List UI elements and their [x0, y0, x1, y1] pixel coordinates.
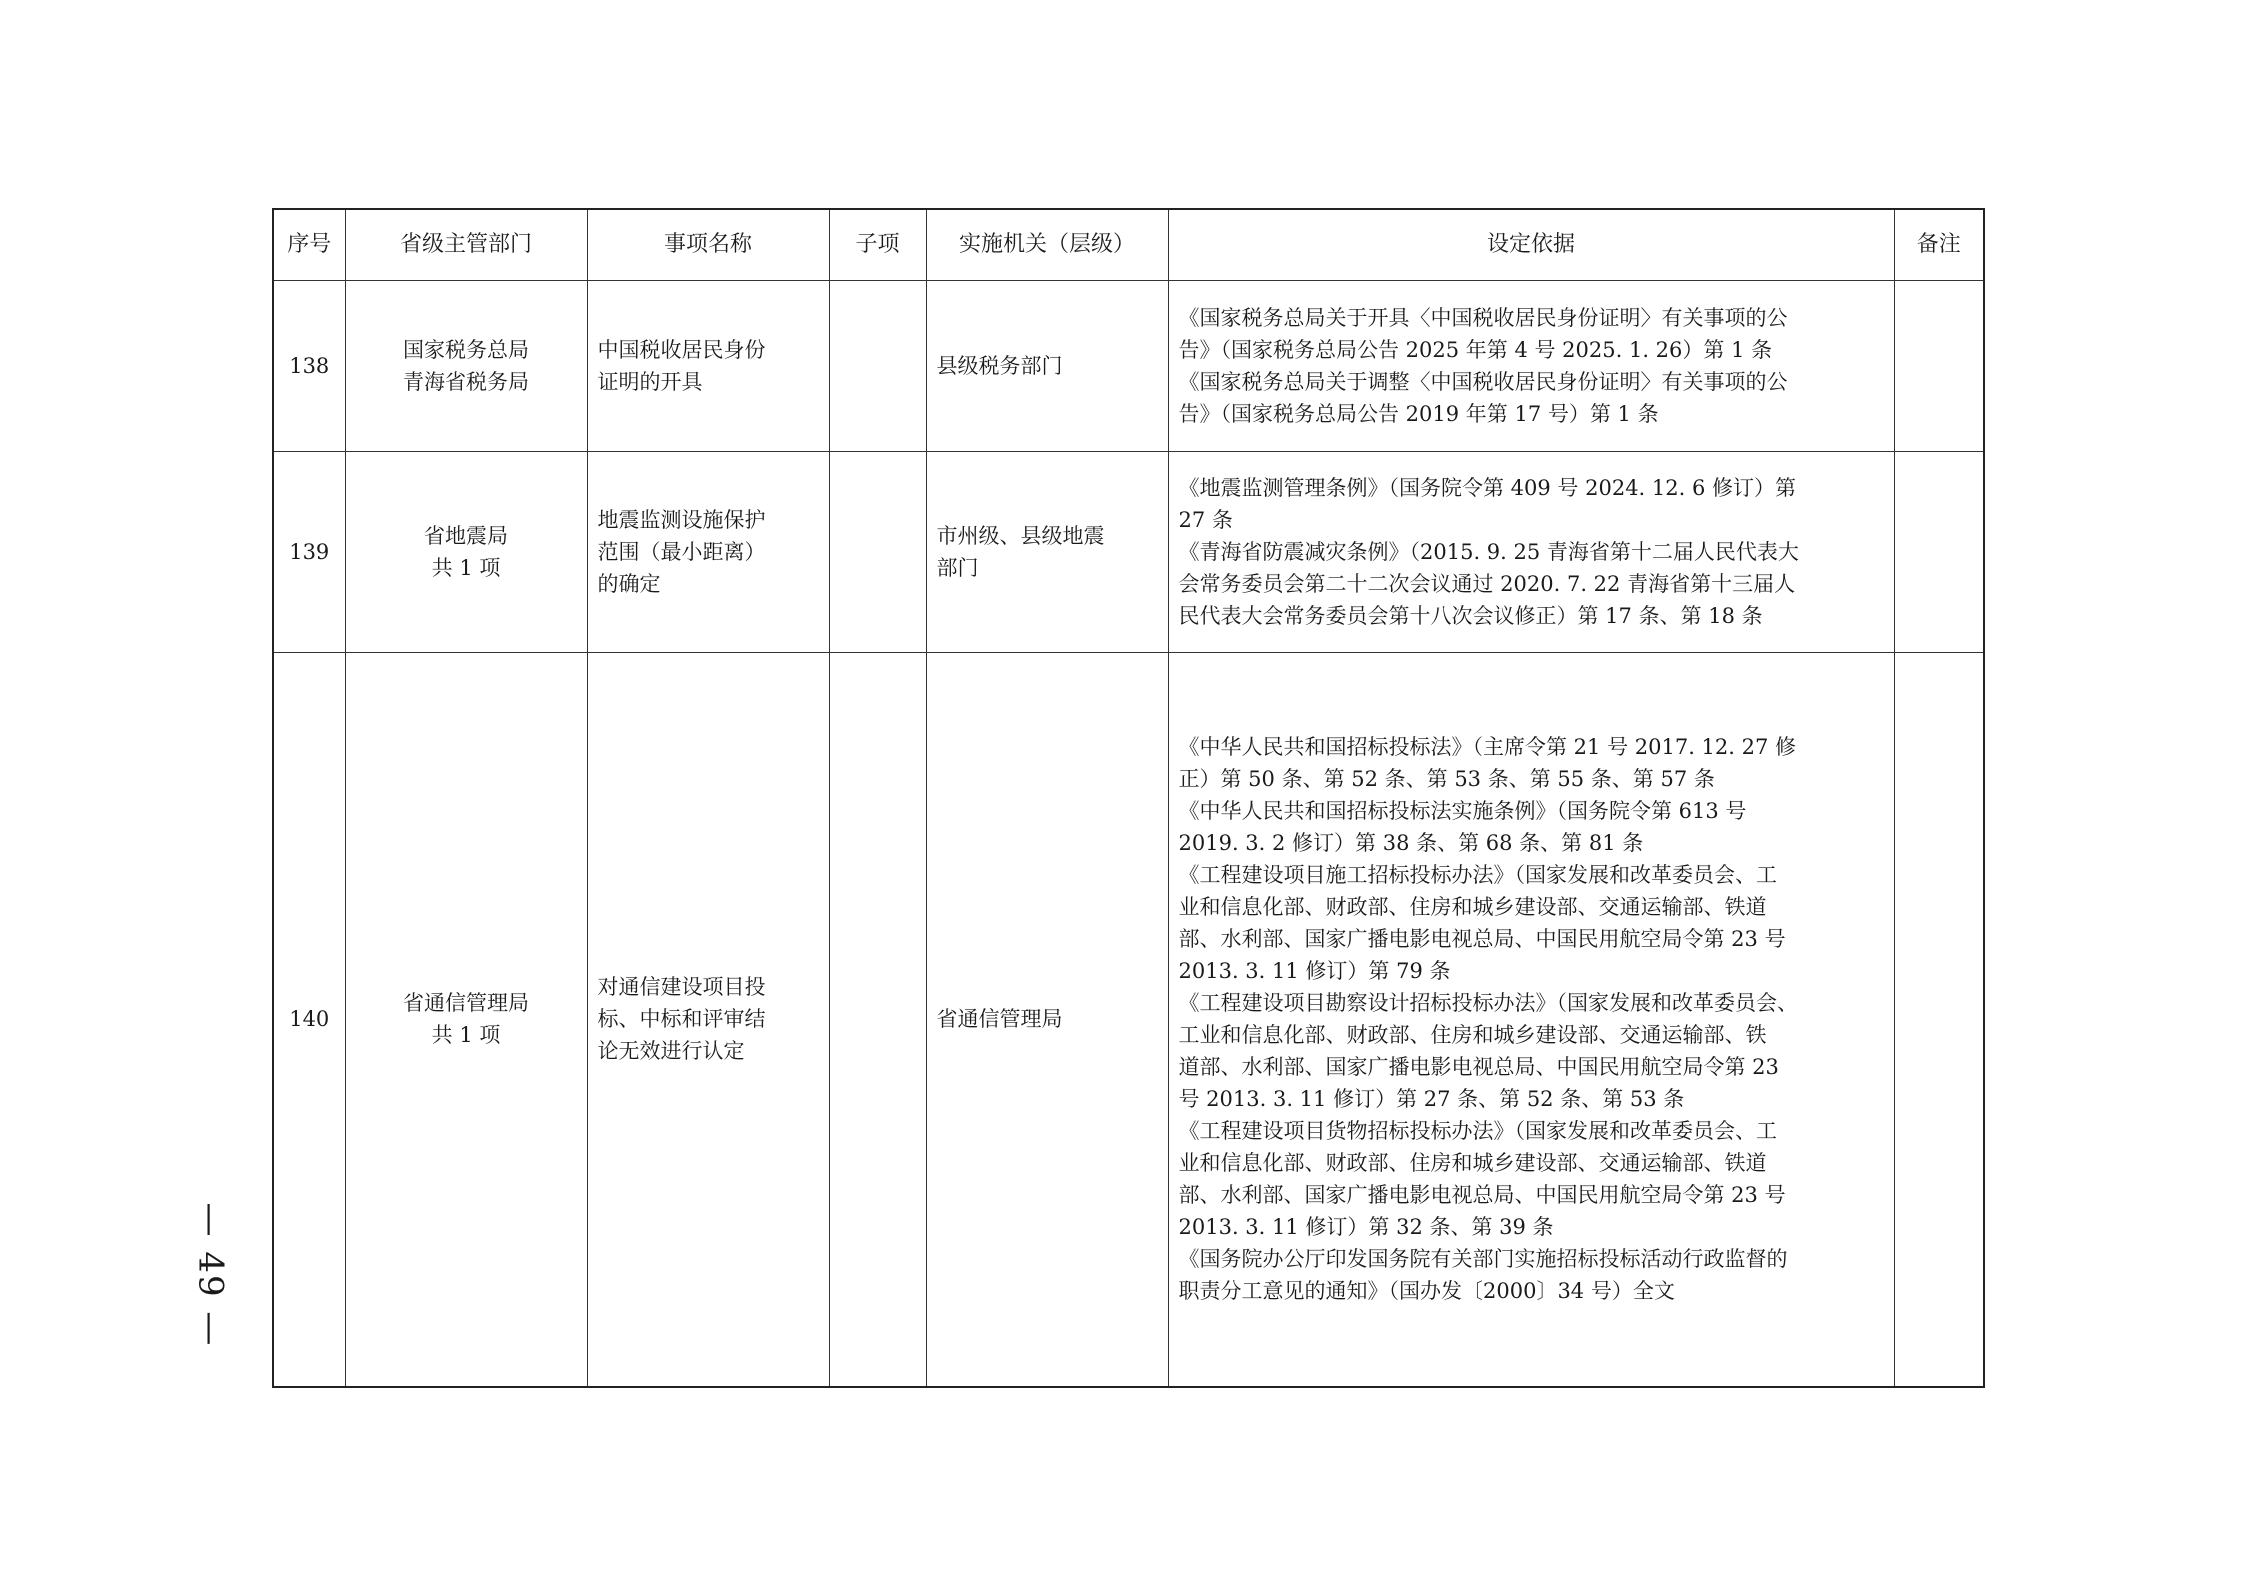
dept-line: 省通信管理局 — [403, 991, 529, 1016]
basis-line: 业和信息化部、财政部、住房和城乡建设部、交通运输部、铁道 — [1178, 895, 1767, 920]
item-line: 论无效进行认定 — [597, 1039, 745, 1064]
basis-line: 告》（国家税务总局公告 2025 年第 4 号 2025. 1. 26）第 1 条 — [1178, 338, 1773, 362]
header-no: 序号 — [273, 209, 345, 281]
table-row — [273, 281, 1984, 452]
basis-line: 《国家税务总局关于调整〈中国税收居民身份证明〉有关事项的公 — [1178, 370, 1788, 394]
basis-line: 工业和信息化部、财政部、住房和城乡建设部、交通运输部、铁 — [1178, 1023, 1767, 1048]
row-note — [1894, 281, 1984, 452]
header-dept: 省级主管部门 — [345, 209, 587, 281]
row-dept — [345, 452, 587, 653]
row-dept — [345, 653, 587, 1387]
basis-line: 告》（国家税务总局公告 2019 年第 17 号）第 1 条 — [1178, 402, 1659, 426]
row-basis — [1168, 653, 1894, 1387]
header-agency: 实施机关（层级） — [926, 209, 1168, 281]
basis-line: 《工程建设项目施工招标投标办法》（国家发展和改革委员会、工 — [1178, 863, 1777, 888]
header-item: 事项名称 — [587, 209, 829, 281]
page-number-text: — 49 — — [190, 1202, 231, 1348]
basis-line: 职责分工意见的通知》（国办发〔2000〕34 号）全文 — [1178, 1279, 1675, 1304]
item-line: 标、中标和评审结 — [597, 1007, 766, 1032]
row-note — [1894, 653, 1984, 1387]
basis-line: 道部、水利部、国家广播电影电视总局、中国民用航空局令第 23 — [1178, 1055, 1779, 1080]
dept-line: 共 1 项 — [431, 556, 501, 580]
basis-line: 《国家税务总局关于开具〈中国税收居民身份证明〉有关事项的公 — [1178, 306, 1788, 330]
basis-line: 《国务院办公厅印发国务院有关部门实施招标投标活动行政监督的 — [1178, 1247, 1788, 1272]
row-dept — [345, 281, 587, 452]
row-no: 138 — [273, 281, 345, 452]
basis-line: 2013. 3. 11 修订）第 79 条 — [1178, 959, 1451, 984]
basis-line: 部、水利部、国家广播电影电视总局、中国民用航空局令第 23 号 — [1178, 927, 1786, 952]
basis-line: 《工程建设项目货物招标投标办法》（国家发展和改革委员会、工 — [1178, 1119, 1777, 1144]
basis-line: 《中华人民共和国招标投标法实施条例》（国务院令第 613 号 — [1178, 799, 1747, 824]
header-note: 备注 — [1894, 209, 1984, 281]
basis-line: 会常务委员会第二十二次会议通过 2020. 7. 22 青海省第十三届人 — [1178, 572, 1796, 596]
agency-line: 县级税务部门 — [936, 354, 1063, 378]
row-no: 140 — [273, 653, 345, 1387]
header-sub: 子项 — [829, 209, 926, 281]
basis-line: 正）第 50 条、第 52 条、第 53 条、第 55 条、第 57 条 — [1178, 767, 1715, 792]
dept-line: 共 1 项 — [431, 1023, 501, 1048]
page-number — [190, 1195, 230, 1355]
header-basis: 设定依据 — [1168, 209, 1894, 281]
row-item — [587, 452, 829, 653]
item-line: 的确定 — [597, 572, 661, 596]
dept-line: 省地震局 — [424, 524, 508, 548]
row-sub — [829, 281, 926, 452]
row-agency — [926, 653, 1168, 1387]
row-basis — [1168, 281, 1894, 452]
basis-line: 业和信息化部、财政部、住房和城乡建设部、交通运输部、铁道 — [1178, 1151, 1767, 1176]
item-line: 证明的开具 — [597, 370, 703, 394]
row-note — [1894, 452, 1984, 653]
row-agency — [926, 281, 1168, 452]
table-row — [273, 452, 1984, 653]
item-line: 对通信建设项目投 — [597, 975, 766, 1000]
row-item — [587, 653, 829, 1387]
row-basis — [1168, 452, 1894, 653]
item-line: 中国税收居民身份 — [597, 338, 766, 362]
basis-line: 2013. 3. 11 修订）第 32 条、第 39 条 — [1178, 1215, 1554, 1240]
basis-line: 《中华人民共和国招标投标法》（主席令第 21 号 2017. 12. 27 修 — [1178, 735, 1797, 760]
basis-line: 《工程建设项目勘察设计招标投标办法》（国家发展和改革委员会、 — [1178, 991, 1798, 1016]
basis-line: 部、水利部、国家广播电影电视总局、中国民用航空局令第 23 号 — [1178, 1183, 1786, 1208]
basis-line: 《地震监测管理条例》（国务院令第 409 号 2024. 12. 6 修订）第 — [1178, 476, 1797, 500]
basis-line: 民代表大会常务委员会第十八次会议修正）第 17 条、第 18 条 — [1178, 604, 1763, 628]
row-agency — [926, 452, 1168, 653]
agency-line: 市州级、县级地震 — [936, 524, 1105, 548]
row-no: 139 — [273, 452, 345, 653]
dept-line: 国家税务总局 — [403, 338, 529, 362]
item-line: 范围（最小距离） — [597, 540, 766, 564]
agency-line: 省通信管理局 — [936, 1007, 1063, 1032]
basis-line: 《青海省防震减灾条例》（2015. 9. 25 青海省第十二届人民代表大 — [1178, 540, 1799, 564]
basis-line: 27 条 — [1178, 508, 1233, 532]
row-item — [587, 281, 829, 452]
dept-line: 青海省税务局 — [403, 370, 529, 394]
agency-line: 部门 — [936, 556, 979, 580]
basis-line: 2019. 3. 2 修订）第 38 条、第 68 条、第 81 条 — [1178, 831, 1644, 856]
item-line: 地震监测设施保护 — [597, 508, 766, 532]
row-sub — [829, 653, 926, 1387]
table-row — [273, 653, 1984, 1387]
basis-line: 号 2013. 3. 11 修订）第 27 条、第 52 条、第 53 条 — [1178, 1087, 1685, 1112]
header-row — [273, 209, 1984, 281]
items-table — [272, 208, 1985, 1388]
row-sub — [829, 452, 926, 653]
